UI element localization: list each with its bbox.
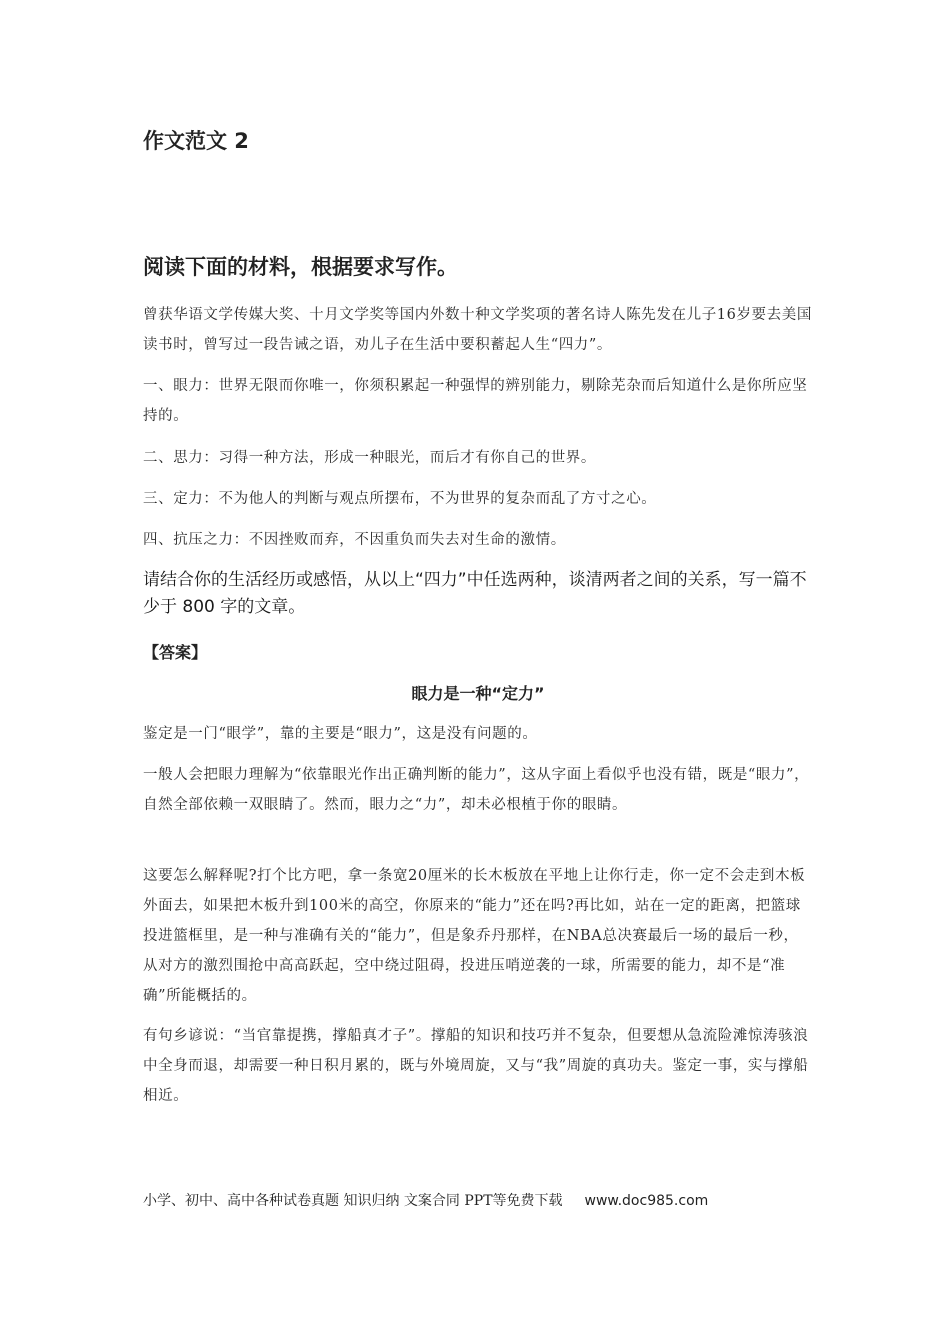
material-point-2: 二、思力：习得一种方法，形成一种眼光，而后才有你自己的世界。 [143, 450, 596, 466]
essay-paragraph-2: 一般人会把眼力理解为“依靠眼光作出正确判断的能力”，这从字面上看似乎也没有错，既是“眼力”，自然全部依赖一双眼睛了。然而，眼力之“力”，却未必根植于你的眼睛。 [143, 767, 810, 813]
writing-instruction: 请结合你的生活经历或感悟，从以上“四力”中任选两种，谈清两者之间的关系，写一篇不少于 800 字的文章。 [143, 570, 807, 617]
document-title: 作文范文 2 [143, 129, 249, 153]
material-point-3: 三、定力：不为他人的判断与观点所摆布，不为世界的复杂而乱了方寸之心。 [143, 491, 657, 507]
essay-paragraph-1: 鉴定是一门“眼学”，靠的主要是“眼力”，这是没有问题的。 [143, 726, 538, 742]
footer-link[interactable]: www.doc985.com [584, 1193, 709, 1209]
material-intro: 曾获华语文学传媒大奖、十月文学奖等国内外数十种文学奖项的著名诗人陈先发在儿子16岁要去美国读书时，曾写过一段告诫之语，劝儿子在生活中要积蓄起人生“四力”。 [143, 307, 812, 353]
prompt-heading: 阅读下面的材料，根据要求写作。 [143, 255, 458, 279]
essay-paragraph-4: 有句乡谚说：“当官靠提携，撑船真才子”。撑船的知识和技巧并不复杂，但要想从急流险滩惊涛骇浪中全身而退，却需要一种日积月累的，既与外境周旋，又与“我”周旋的真功夫。鉴定一事，实与撑船相近。 [143, 1028, 809, 1104]
footer-text: 小学、初中、高中各种试卷真题 知识归纳 文案合同 PPT等免费下载 [143, 1193, 563, 1209]
essay-title: 眼力是一种“定力” [411, 684, 545, 703]
answer-label: 【答案】 [143, 643, 208, 662]
essay-paragraph-3: 这要怎么解释呢?打个比方吧，拿一条宽20厘米的长木板放在平地上让你行走，你一定不会走到木板外面去，如果把木板升到100米的高空，你原来的“能力”还在吗?再比如，站在一定的距离，把篮球投进篮框里，是一种与准确有关的“能力”，但是象乔丹那样，在NBA总决赛最后一场的最后一秒，从对方的激烈围抢中高高跃起，空中绕过阻碍，投进压哨逆袭的一球，所需要的能力，却不是“准确”所能概括的。 [143, 868, 806, 1004]
material-point-4: 四、抗压之力：不因挫败而弃，不因重负而失去对生命的激情。 [143, 532, 566, 548]
page-footer [143, 1190, 813, 1212]
material-point-1: 一、眼力：世界无限而你唯一，你须积累起一种强悍的辨别能力，剔除芜杂而后知道什么是你所应坚持的。 [143, 378, 808, 424]
